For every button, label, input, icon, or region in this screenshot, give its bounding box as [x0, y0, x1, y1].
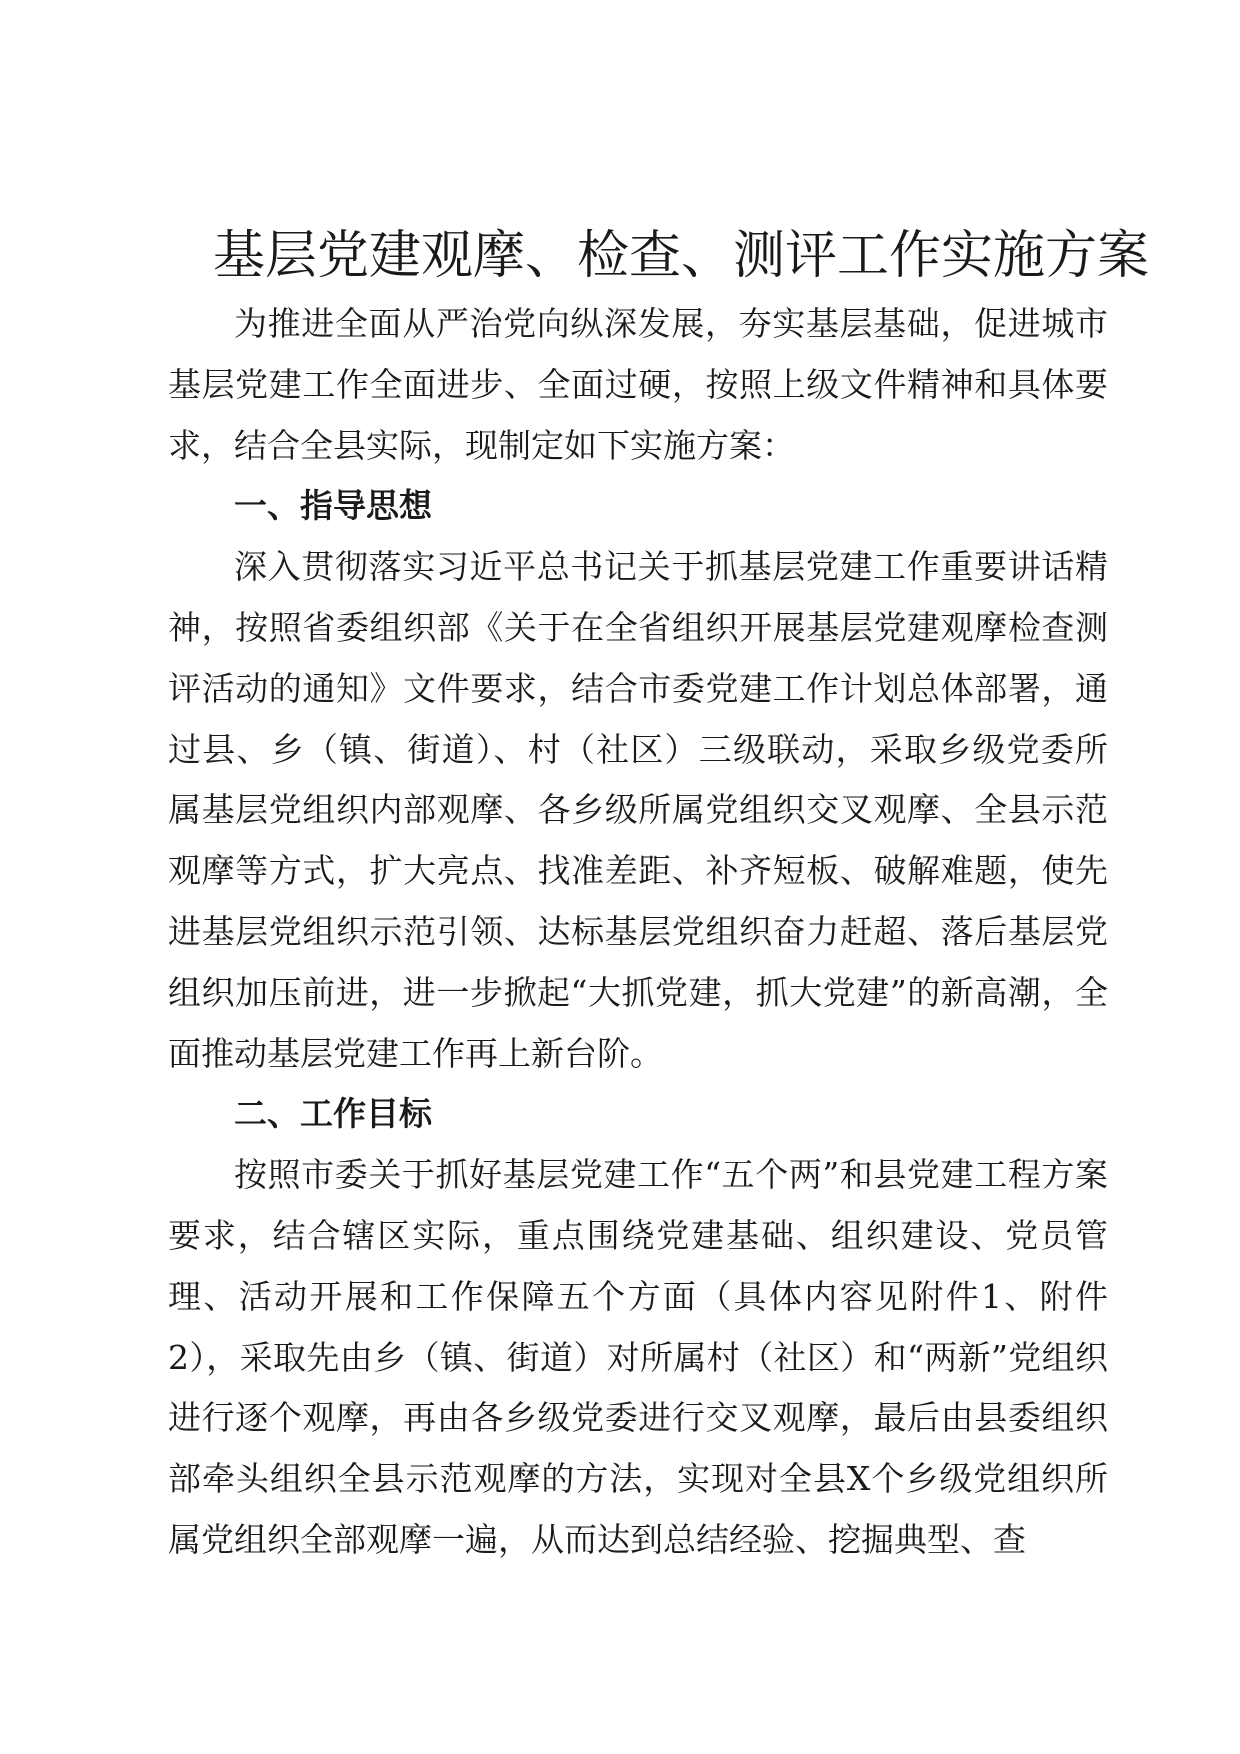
section-heading-work-goals: 二、工作目标: [234, 1094, 432, 1134]
section-heading-guiding-ideology: 一、指导思想: [234, 486, 432, 526]
document-page: [168, 218, 1150, 1571]
section-body-work-goals: 按照市委关于抓好基层党建工作“五个两”和县党建工程方案要求，结合辖区实际，重点围绕党建基础、组织建设、党员管理、活动开展和工作保障五个方面（具体内容见附件1、附件2），采取先由乡（镇、街道）对所属村（社区）和“两新”党组织进行逐个观摩，再由各乡级党委进行交叉观摩，最后由县委组织部牵头组织全县示范观摩的方法，实现对全县X个乡级党组织所属党组织全部观摩一遍，从而达到总结经验、挖掘典型、查: [168, 1155, 1108, 1559]
document-title: 基层党建观摩、检查、测评工作实施方案: [213, 226, 1150, 286]
intro-paragraph: 为推进全面从严治党向纵深发展，夯实基层基础，促进城市基层党建工作全面进步、全面过硬，按照上级文件精神和具体要求，结合全县实际，现制定如下实施方案：: [168, 304, 1108, 465]
section-body-guiding-ideology: 深入贯彻落实习近平总书记关于抓基层党建工作重要讲话精神，按照省委组织部《关于在全省组织开展基层党建观摩检查测评活动的通知》文件要求，结合市委党建工作计划总体部署，通过县、乡（镇、街道）、村（社区）三级联动，采取乡级党委所属基层党组织内部观摩、各乡级所属党组织交叉观摩、全县示范观摩等方式，扩大亮点、找准差距、补齐短板、破解难题，使先进基层党组织示范引领、达标基层党组织奋力赶超、落后基层党组织加压前进，进一步掀起“大抓党建，抓大党建”的新高潮，全面推动基层党建工作再上新台阶。: [168, 547, 1108, 1073]
